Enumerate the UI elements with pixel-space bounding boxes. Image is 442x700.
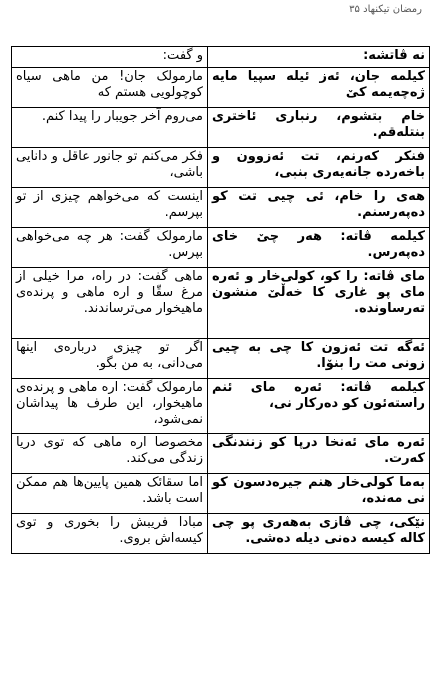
table-row: [12, 188, 430, 228]
persian-cell: فکر می‌کنم تو جانور عاقل و دانایی باشی،: [12, 148, 208, 188]
persian-cell: اینست که می‌خواهم چیزی از تو بپرسم.: [12, 188, 208, 228]
table-row: [12, 228, 430, 268]
table-row: [12, 268, 430, 339]
kurdish-cell: خام بتشوم، رنباری ئاختری بنتلەقم.: [208, 108, 430, 148]
kurdish-cell: کیلمه ڤاته: ئەره مای ئنم راستەئون کو دەرکار نی،: [208, 379, 430, 434]
page-number: ۳۵: [349, 4, 360, 15]
table-row: [12, 108, 430, 148]
kurdish-cell: نێکی، چی ڤازی بەهەری پو چی کاله کیسه دەنی دیله دەشی.: [208, 514, 430, 554]
persian-cell: اگر تو چیزی درباره‌ی اینها می‌دانی، به من بگو.: [12, 339, 208, 379]
persian-cell: اما سقائک همین پایین‌ها هم ممکن است باشد.: [12, 474, 208, 514]
persian-cell: مارمولک جان! من ماهی سیاه کوچولویی هستم که: [12, 68, 208, 108]
page-header: [20, 4, 422, 20]
kurdish-cell: بەما کولی‌خار هنم جیرەدسون کو نی مەنده،: [208, 474, 430, 514]
table-row: [12, 148, 430, 188]
kurdish-cell: کیلمه ڤاته: هەر چێ خای دەپەرس.: [208, 228, 430, 268]
table-header-row: [12, 47, 430, 68]
kurdish-cell: فنکر کەرنم، تت ئەزوون و باخەرده جانەیەری بنبی،: [208, 148, 430, 188]
table-row: [12, 514, 430, 554]
persian-cell: مارمولک گفت: اره ماهی و پرنده‌ی ماهیخوار، این طرف ها پیداشان نمی‌شود،: [12, 379, 208, 434]
kurdish-cell: هەی را خام، ئی چیی تت کو دەپەرسنم.: [208, 188, 430, 228]
kurdish-cell: ئەگه تت ئەزون کا چی به چیی زونی مت را بنۆا.: [208, 339, 430, 379]
table-row: [12, 68, 430, 108]
header-author: رمضان تیکنهاد: [363, 4, 422, 15]
persian-cell: مخصوصا اره ماهی که توی دریا زندگی می‌کند.: [12, 434, 208, 474]
persian-cell: می‌روم آخر جویبار را پیدا کنم.: [12, 108, 208, 148]
bilingual-table: [11, 46, 430, 554]
persian-cell: ماهی گفت: در راه، مرا خیلی از مرغ سقّا و اره ماهی و پرنده‌ی ماهیخوار می‌ترساندند.: [12, 268, 208, 339]
table-row: [12, 379, 430, 434]
table-row: [12, 339, 430, 379]
kurdish-cell: کیلمه جان، ئەز ئیله سپیا مایه ژەچەیمه کێ: [208, 68, 430, 108]
table-row: [12, 474, 430, 514]
column-header-kurdish: نه ڤاتشه:: [208, 47, 430, 68]
kurdish-cell: ئەره مای ئەنخا درپا کو زنندنگی کەرت.: [208, 434, 430, 474]
column-header-persian: و گفت:: [12, 47, 208, 68]
table-row: [12, 434, 430, 474]
kurdish-cell: مای ڤاته: را کو، کولی‌خار و ئەره مای پو غاری کا خەڵێ منشون تەرساونده.: [208, 268, 430, 339]
persian-cell: مبادا فریبش را بخوری و توی کیسه‌اش بروی.: [12, 514, 208, 554]
persian-cell: مارمولک گفت: هر چه می‌خواهی بپرس.: [12, 228, 208, 268]
